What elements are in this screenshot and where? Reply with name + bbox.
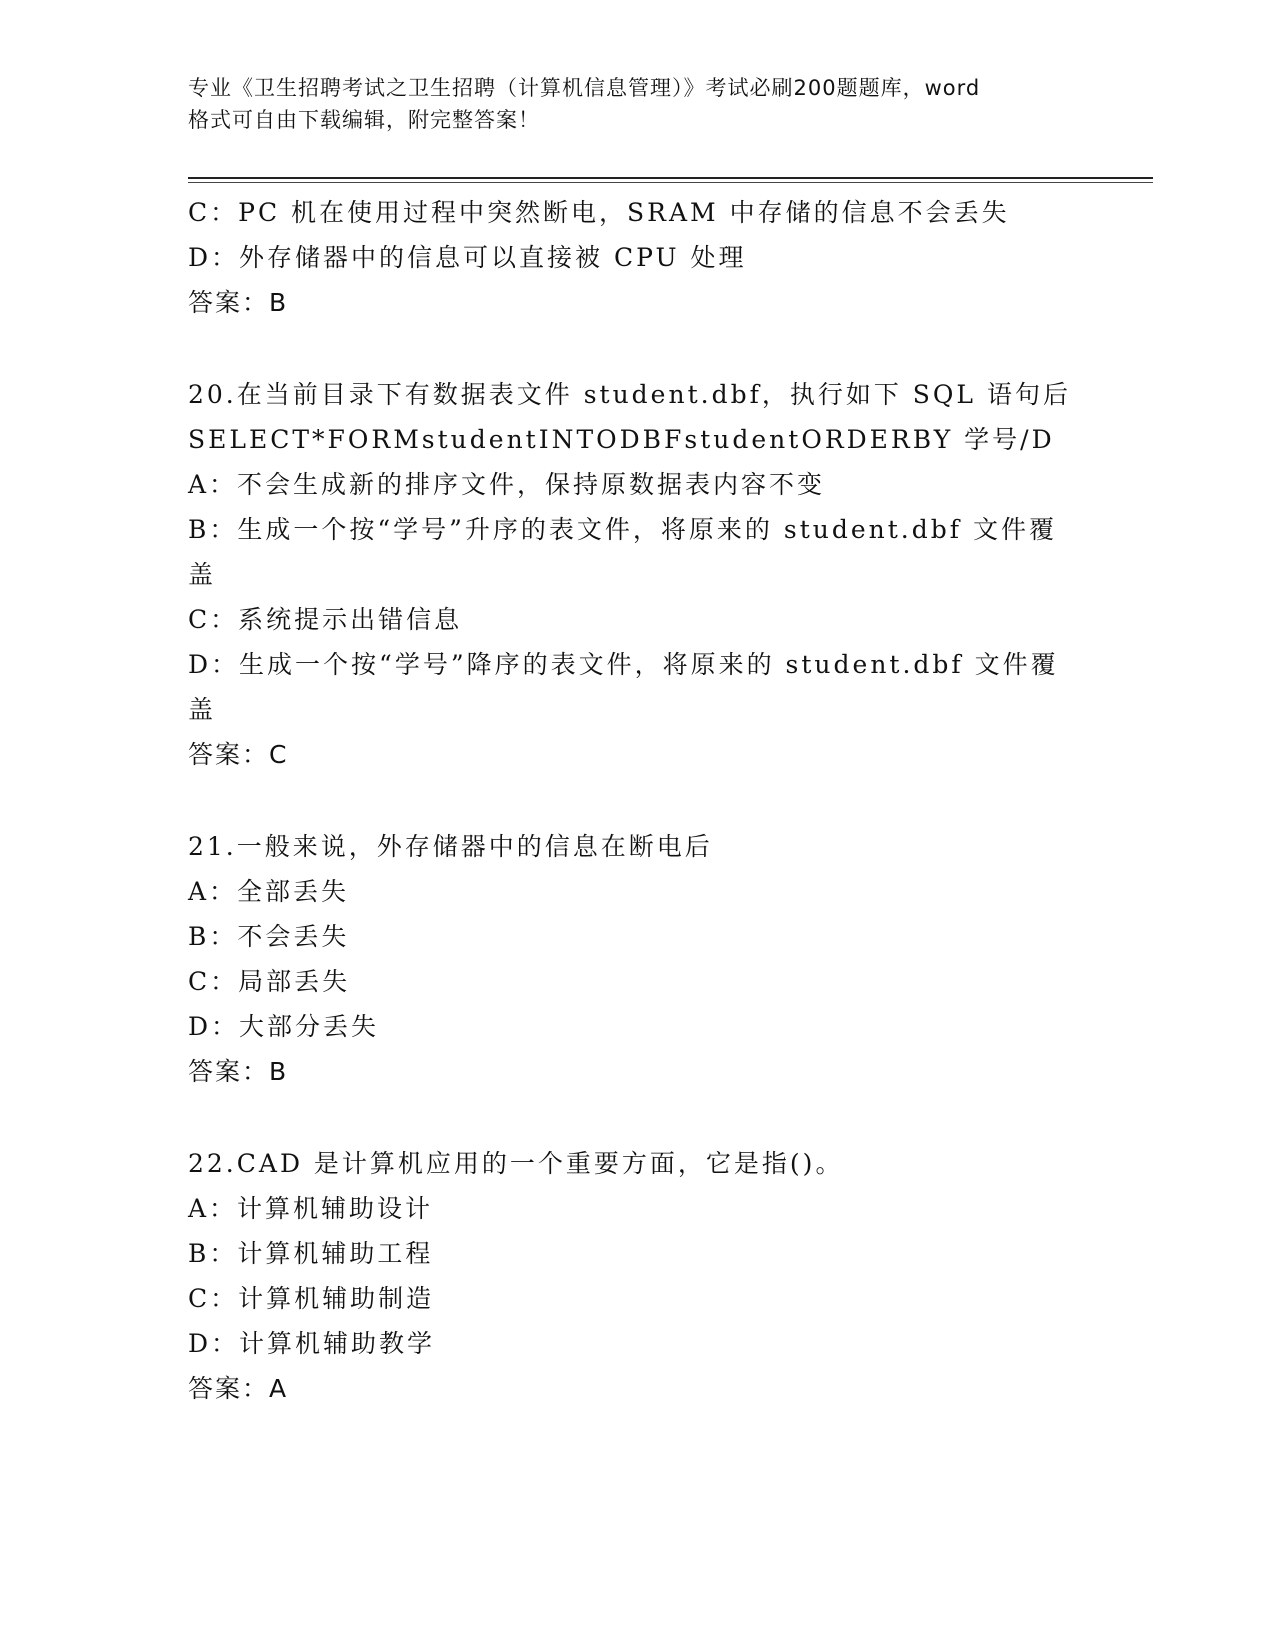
question-stem-code: SELECT*FORMstudentINTODBFstudentORDERBY 学号/D: [188, 425, 1055, 454]
question-stem: 21.一般来说，外存储器中的信息在断电后: [188, 832, 713, 861]
option-d: D：计算机辅助教学: [188, 1329, 436, 1358]
question-21: [188, 824, 1088, 1094]
question-19: [188, 190, 1088, 325]
option-d: D：外存储器中的信息可以直接被 CPU 处理: [188, 243, 747, 272]
option-a: A：全部丢失: [188, 877, 350, 906]
option-b: B：不会丢失: [188, 922, 350, 951]
option-d: D：生成一个按“学号”降序的表文件，将原来的 student.dbf 文件覆: [188, 650, 1059, 679]
option-c: C：系统提示出错信息: [188, 605, 463, 634]
document-header: [188, 72, 1088, 136]
question-22: [188, 1141, 1088, 1411]
option-b: B：生成一个按“学号”升序的表文件，将原来的 student.dbf 文件覆: [188, 515, 1057, 544]
option-c: C：局部丢失: [188, 967, 351, 996]
answer: 答案：B: [188, 288, 289, 317]
option-a: A：不会生成新的排序文件，保持原数据表内容不变: [188, 470, 826, 499]
question-list: [188, 190, 1088, 1411]
header-divider-thin: [188, 182, 1153, 183]
option-d-continued: 盖: [188, 695, 217, 724]
header-divider: [188, 177, 1153, 179]
header-title-line-1: 专业《卫生招聘考试之卫生招聘（计算机信息管理）》考试必刷200题题库，word: [188, 76, 981, 100]
question-stem: 20.在当前目录下有数据表文件 student.dbf，执行如下 SQL 语句后: [188, 380, 1071, 409]
option-d: D：大部分丢失: [188, 1012, 380, 1041]
answer: 答案：A: [188, 1374, 289, 1403]
option-b-continued: 盖: [188, 560, 217, 589]
question-20: [188, 372, 1088, 777]
header-title-line-2: 格式可自由下载编辑，附完整答案！: [188, 108, 540, 132]
option-b: B：计算机辅助工程: [188, 1239, 434, 1268]
option-c: C：计算机辅助制造: [188, 1284, 435, 1313]
option-c: C：PC 机在使用过程中突然断电，SRAM 中存储的信息不会丢失: [188, 198, 1010, 227]
answer: 答案：B: [188, 1057, 289, 1086]
option-a: A：计算机辅助设计: [188, 1194, 434, 1223]
question-stem: 22.CAD 是计算机应用的一个重要方面，它是指()。: [188, 1149, 844, 1178]
answer: 答案：C: [188, 740, 289, 769]
